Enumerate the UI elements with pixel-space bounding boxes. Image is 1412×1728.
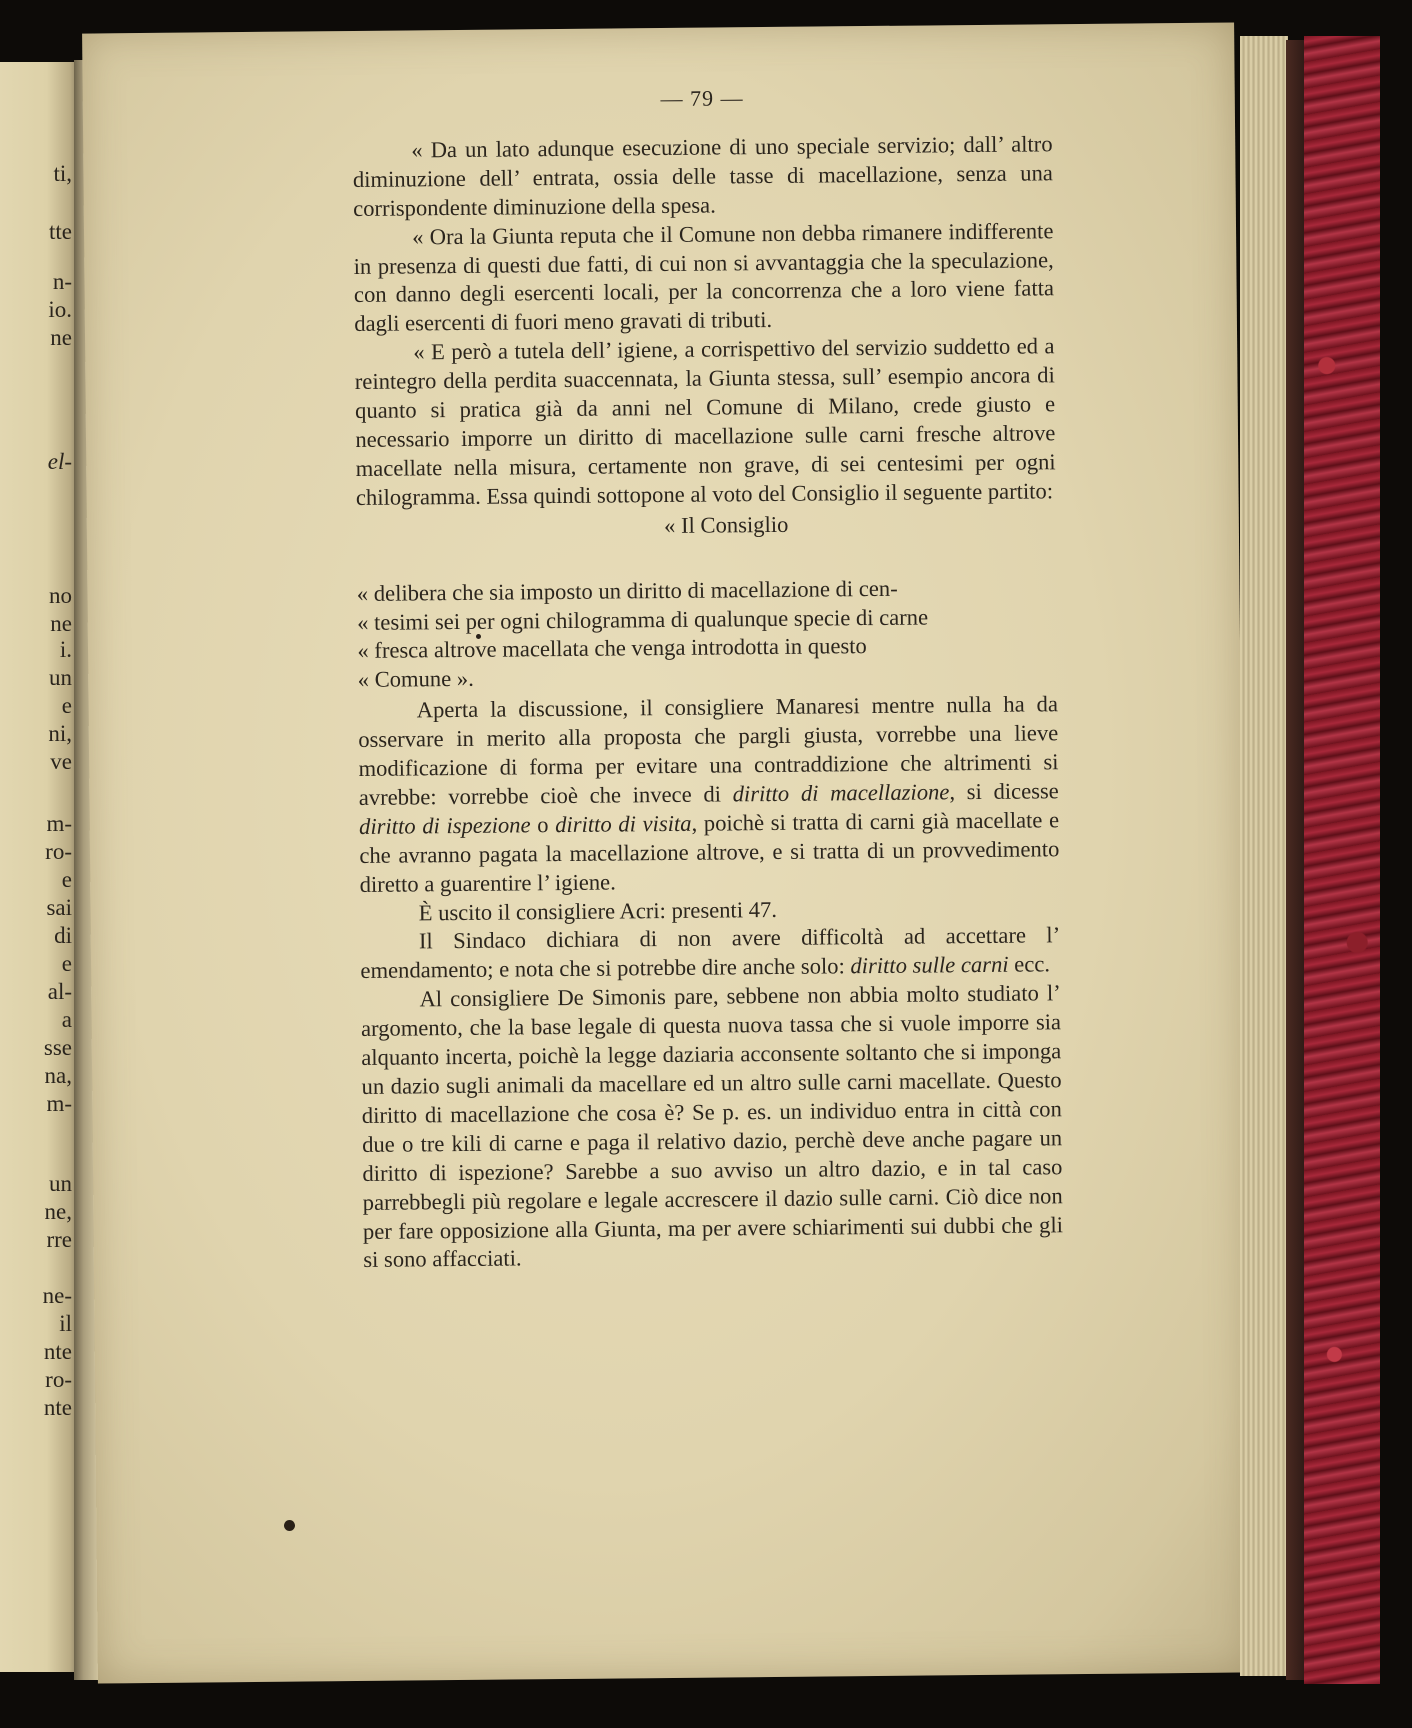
left-fragment: i. [59,637,72,662]
paragraph-sindaco [360,922,1061,987]
text-run: o [530,811,556,838]
left-fragment: e [61,951,72,976]
italic-term: diritto di visita [555,810,692,837]
page-number: — 79 — [660,85,744,112]
left-fragment: ve [50,749,72,774]
left-fragment: ro- [45,839,72,864]
left-fragment: di [54,923,72,948]
text-run: , poichè si tratta di carni già macellate e che avranno pagata la macellazione altrove, e si tratta di un provvedimento diretto a guarentire l’ igiene. [359,807,1060,897]
resolution-line: « delibera che sia imposto un diritto di macellazione di cen- [356,575,898,606]
paragraph-acri: È uscito il consigliere Acri: presenti 47. [418,896,778,925]
resolution-text [357,573,1058,695]
ink-spot [284,1520,295,1531]
left-fragment: ro- [45,1367,72,1392]
left-fragment: na, [44,1063,72,1088]
paragraph: « E però a tutela dell’ igiene, a corrispettivo del servizio suddetto ed a reintegro della perdita suaccennata, la Giunta stessa, sull’ esempio ancora di quanto si pratica già da anni nel Comune di Milano, crede giusto e necessario imporre un diritto di macellazione sulle carni fresche altrove macellate nella misura, certamente non grave, di sei centesimi per ogni chilogramma. Essa quindi sottopone al voto del Consiglio il seguente partito: [354,333,1056,510]
left-fragment: no [49,583,72,608]
paragraph: « Da un lato adunque esecuzione di uno speciale servizio; dall’ altro diminuzione dell’ entrata, ossia delle tasse di macellazione, senza una corrispondente diminuzione della spesa. [352,131,1053,221]
text-run: ecc. [1008,951,1051,978]
text-run: Il Sindaco dichiara di non avere difficoltà ad accettare l’ emendamento; e nota che si potrebbe dire anche solo: [360,922,1061,984]
paragraph-manaresi [358,690,1060,899]
left-fragment: ne [50,325,72,350]
left-fragment: ne- [42,1283,72,1308]
left-fragment: ne [50,611,72,636]
page-stack-edge [1240,36,1288,1676]
left-fragment: m- [46,811,72,836]
left-fragment: a [61,1007,72,1032]
left-fragment: rre [46,1227,72,1252]
left-fragment: ne, [44,1199,72,1224]
left-fragment: un [49,1171,72,1196]
text-run: , si dicesse [949,778,1059,805]
resolution-line: « fresca altrove macellata che venga introdotta in questo [357,633,867,664]
text-run: Aperta la discussione, il consigliere Manaresi mentre nulla ha da osservare in merito alla proposta che pargli giusta, vorrebbe una lieve modificazione di forma per evitare una contraddizione che altrimenti si avrebbe: vorrebbe cioè che invece di [358,691,1059,810]
page-text [352,81,1063,1275]
left-fragment: sai [46,895,72,920]
resolution-line: « Comune ». [357,666,474,693]
paragraph-de-simonis: Al consigliere De Simonis pare, sebbene non abbia molto studiato l’ argomento, che la base legale di questa nuova tassa che si vuole imporre sia alquanto incerta, poichè la legge daziaria acconsente soltanto che si imponga un dazio sugli animali da macellare ed un altro sulle carni macellate. Questo diritto di macellazione che cosa è? Se p. es. un individuo entra in città con due o tre kili di carne e paga il relativo dazio, perchè deve anche pagare un diritto di ispezione? Sarebbe a suo avviso un altro dazio, e in tal caso parrebbegli più regolare e legale accrescere il dazio sulle carni. Ciò dice non per fare opposizione alla Giunta, ma per avere schiarimenti sui dubbi che gli si sono affacciati. [360,980,1064,1273]
left-fragment: sse [43,1035,72,1060]
left-fragment: n- [52,269,72,294]
left-fragment: il [59,1311,72,1336]
italic-term: diritto sulle carni [850,952,1009,979]
left-fragment: al- [47,979,72,1004]
previous-page-edge [0,62,78,1672]
left-fragment: tte [49,219,72,244]
left-fragment: io. [48,297,72,322]
left-fragment: el- [47,449,72,474]
left-fragment: ni, [48,721,72,746]
left-fragment: nte [43,1395,72,1420]
left-fragment: un [49,665,72,690]
resolution-line: « tesimi sei per ogni chilogramma di qualunque specie di carne [357,603,929,635]
italic-term: diritto di macellazione [732,779,950,807]
paragraph: « Ora la Giunta reputa che il Comune non debba rimanere indifferente in presenza di questi due fatti, di cui non si avvantaggia che la speculazione, con danno degli esercenti locali, per la concorrenza che a loro viene fatta dagli esercenti di fuori meno gravati di tributi. [353,217,1055,337]
left-fragment: ti, [53,161,72,186]
marbled-cover [1304,36,1380,1684]
left-fragment: nte [43,1339,72,1364]
resolution-heading: « Il Consiglio [663,511,789,538]
left-fragment: e [61,867,72,892]
italic-term: diritto di ispezione [358,812,531,839]
left-fragment: m- [46,1091,72,1116]
left-fragment: e [61,693,72,718]
